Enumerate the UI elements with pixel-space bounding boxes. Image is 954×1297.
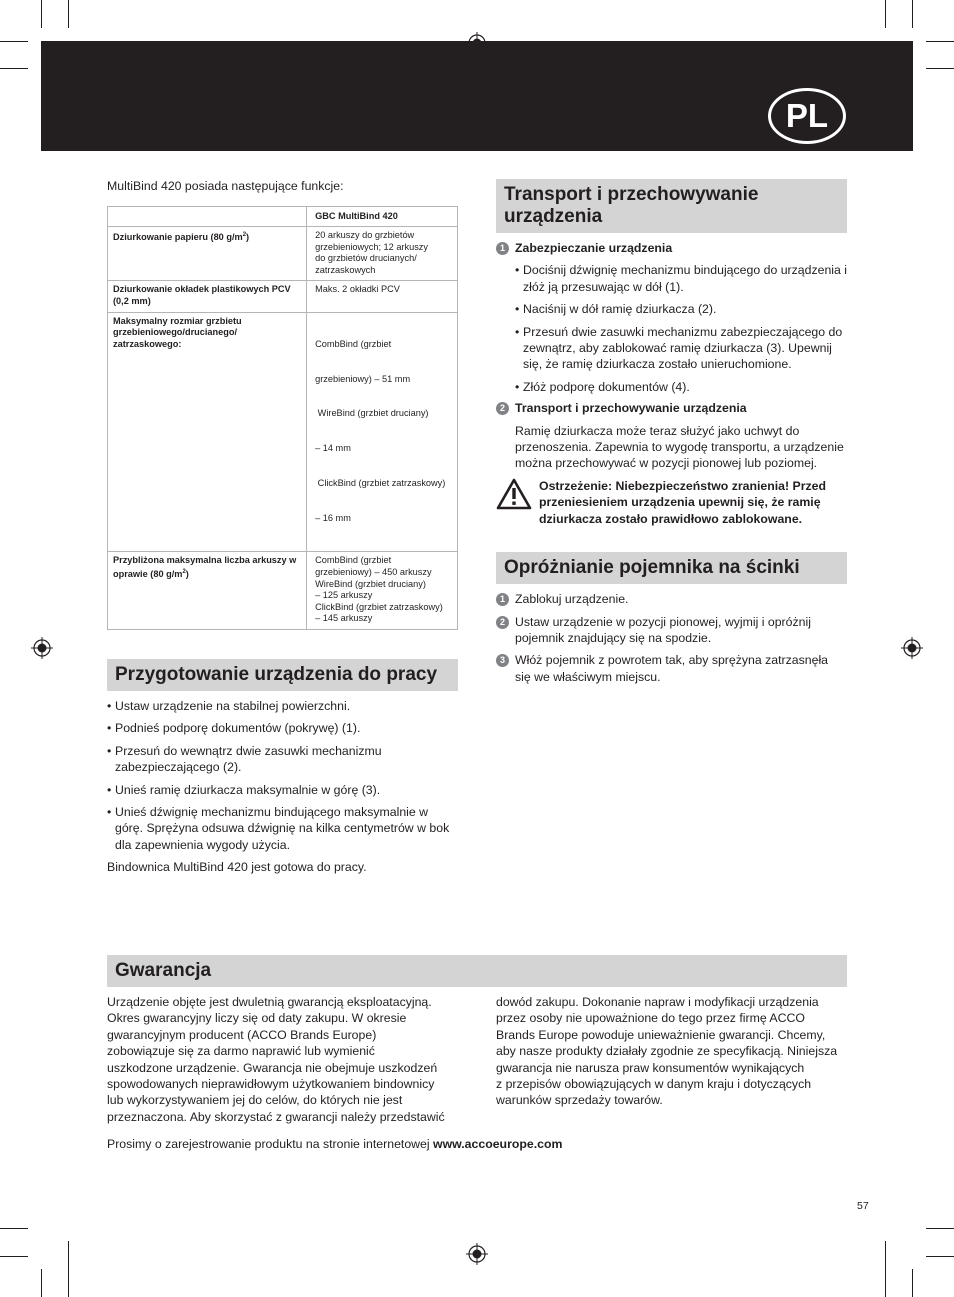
crop-mark: [926, 68, 954, 69]
step-title: Transport i przechowywanie urządzenia: [515, 401, 747, 416]
crop-mark: [885, 1241, 886, 1297]
table-value-cell: CombBind (grzbiet grzebieniowy) – 450 arkuszy WireBind (grzbiet druciany) – 125 arkuszy ClickBind (grzbiet zatrzaskowy) – 145 arkuszy: [307, 552, 458, 630]
crop-mark: [912, 1269, 913, 1297]
crop-mark: [912, 0, 913, 28]
table-row: [108, 281, 458, 312]
section-heading-guarantee: Gwarancja: [107, 955, 847, 987]
step-2: [496, 400, 847, 416]
list-item: [496, 652, 847, 685]
transport-bullet-list: [515, 262, 847, 395]
crop-mark: [926, 1228, 954, 1229]
step-text: Zablokuj urządzenie.: [515, 592, 629, 607]
section-heading-emptying: Opróżnianie pojemnika na ścinki: [496, 552, 847, 584]
crop-mark: [885, 0, 886, 28]
prep-bullet-list: [107, 698, 458, 853]
register-link[interactable]: www.accoeurope.com: [433, 1137, 563, 1151]
table-label-cell: Maksymalny rozmiar grzbietu grzebieniowego/drucianego/ zatrzaskowego:: [108, 312, 307, 552]
list-item: [496, 591, 847, 607]
step-number-badge: 2: [496, 402, 509, 415]
crop-mark: [68, 1241, 69, 1297]
table-row: [108, 227, 458, 281]
list-item: • Dociśnij dźwignię mechanizmu bindującego do urządzenia i złóż ją przesuwając w dół (1).: [515, 262, 847, 295]
list-item: [496, 614, 847, 647]
table-row: [108, 312, 458, 552]
crop-mark: [0, 1256, 28, 1257]
guarantee-text-right: dowód zakupu. Dokonanie napraw i modyfikacji urządzenia przez osoby nie upoważnione do tego przez firmę ACCO Brands Europe powoduje unieważnienie gwarancji. Chcemy, aby nasze produkty działały zgodnie ze specyfikacją. Niniejsza gwarancja nie narusza praw konsumentów wynikających z przepisów obowiązujących w danym kraju i dotyczących warunków sprzedaży towarów.: [496, 995, 838, 1108]
left-column: [107, 178, 458, 876]
table-header-row: [108, 207, 458, 227]
crop-mark: [0, 68, 28, 69]
table-value-cell: Maks. 2 okładki PCV: [307, 281, 458, 312]
spec-table: [107, 206, 458, 630]
list-item: • Ustaw urządzenie na stabilnej powierzchni.: [107, 698, 458, 714]
list-item: • Złóż podporę dokumentów (4).: [515, 379, 847, 395]
step-number-badge: 2: [496, 616, 509, 629]
table-label-cell: Dziurkowanie papieru (80 $g/m^2$): [108, 227, 307, 281]
registration-mark-icon: [901, 637, 923, 659]
section-heading-prep: Przygotowanie urządzenia do pracy: [107, 659, 458, 691]
step-1: [496, 240, 847, 256]
table-label-cell: Dziurkowanie okładek plastikowych PCV (0,2 mm): [108, 281, 307, 312]
list-item: • Naciśnij w dół ramię dziurkacza (2).: [515, 301, 847, 317]
step-number-badge: 1: [496, 593, 509, 606]
crop-mark: [926, 41, 954, 42]
list-item: • Unieś dźwignię mechanizmu bindującego maksymalnie w górę. Sprężyna odsuwa dźwignię na kilka centymetrów w bok dla zapewnienia wygody użycia.: [107, 804, 458, 853]
registration-mark-icon: [466, 1243, 488, 1265]
step-title: Zabezpieczanie urządzenia: [515, 241, 673, 255]
table-value-cell: CombBind (grzbiet grzebieniowy) – 51 mm WireBind (grzbiet druciany) – 14 mm ClickBind (grzbiet zatrzaskowy) – 16 mm: [307, 312, 458, 552]
guarantee-text-left: Urządzenie objęte jest dwuletnią gwarancją eksploatacyjną. Okres gwarancyjny liczy się od daty zakupu. W okresie gwarancyjnym producent (ACCO Brands Europe) zobowiązuje się za darmo naprawić lub wymienić uszkodzone urządzenie. Gwarancja nie obejmuje uszkodzeń spowodowanych nieprawidłowym użytkowaniem bindownicy lub wykorzystywaniem jej do celów, do których nie jest przeznaczona. Aby skorzystać z gwarancji należy przedstawić: [107, 995, 445, 1124]
warning-triangle-icon: [496, 478, 532, 510]
crop-mark: [0, 41, 28, 42]
table-column-header: GBC MultiBind 420: [307, 207, 458, 227]
crop-mark: [0, 1228, 28, 1229]
warning-text: Ostrzeżenie: Niebezpieczeństwo zranienia! Przed przeniesieniem urządzenia upewnij się, że ramię dziurkacza zostało prawidłowo zablokowane.: [539, 478, 827, 526]
crop-mark: [41, 0, 42, 28]
table-corner-cell: [108, 207, 307, 227]
list-item: • Unieś ramię dziurkacza maksymalnie w górę (3).: [107, 782, 458, 798]
table-label-cell: Przybliżona maksymalna liczba arkuszy w oprawie (80 $g/m^2$): [108, 552, 307, 630]
step-text: Ustaw urządzenie w pozycji pionowej, wyjmij i opróżnij pojemnik znajdujący się na spodzie.: [515, 614, 811, 645]
step-number-badge: 1: [496, 242, 509, 255]
list-item: • Podnieś podporę dokumentów (pokrywę) (1).: [107, 720, 458, 736]
register-text: Prosimy o zarejestrowanie produktu na stronie internetowej www.accoeurope.com: [107, 1137, 563, 1151]
step-2-text: Ramię dziurkacza może teraz służyć jako uchwyt do przenoszenia. Zapewnia to wygodę transportu, a urządzenie można przechowywać w pozycji pionowej lub poziomej.: [515, 423, 844, 471]
intro-text: MultiBind 420 posiada następujące funkcje:: [107, 179, 344, 193]
crop-mark: [41, 1269, 42, 1297]
table-value-cell: 20 arkuszy do grzbietów grzebieniowych; 12 arkuszy do grzbietów drucianych/ zatrzaskowych: [307, 227, 458, 281]
section-heading-transport: Transport i przechowywanie urządzenia: [496, 179, 847, 233]
right-column: [496, 179, 847, 685]
step-number-badge: 3: [496, 654, 509, 667]
list-item: • Przesuń do wewnątrz dwie zasuwki mechanizmu zabezpieczającego (2).: [107, 743, 458, 776]
list-item: • Przesuń dwie zasuwki mechanizmu zabezpieczającego do zewnątrz, aby zablokować ramię dziurkacza (3). Upewnij się, że ramię dziurkacza zostało unieruchomione.: [515, 324, 847, 373]
language-badge: PL: [768, 88, 846, 144]
ready-text: Bindownica MultiBind 420 jest gotowa do pracy.: [107, 860, 367, 875]
step-text: Włóż pojemnik z powrotem tak, aby sprężyna zatrzasnęła się we właściwym miejscu.: [515, 653, 829, 684]
crop-mark: [926, 1256, 954, 1257]
warning-note: [496, 478, 847, 527]
registration-mark-icon: [31, 637, 53, 659]
page-number: 57: [857, 1200, 869, 1212]
crop-mark: [68, 0, 69, 28]
table-row: [108, 552, 458, 630]
